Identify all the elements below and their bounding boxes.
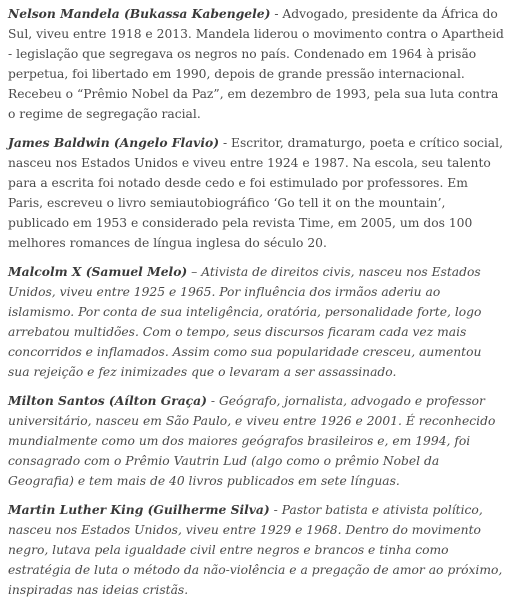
document-body <box>8 4 504 609</box>
entry-text: – Ativista de direitos civis, nasceu nos Estados Unidos, viveu entre 1925 e 1965. Por influência dos irmãos aderiu ao islamismo. Por conta de sua inteligência, oratória, personalidade forte, logo arrebatou multidões. Com o tempo, seus discursos ficaram cada vez mais concorridos e inflamados. Assim como sua popularidade cresceu, aumentou sua rejeição e fez inimizades que o levaram a ser assassinado. <box>8 265 482 379</box>
entry-james-baldwin <box>8 133 504 253</box>
entry-text: - Geógrafo, jornalista, advogado e professor universitário, nasceu em São Paulo, e viveu entre 1926 e 2001. É reconhecido mundialmente como um dos maiores geógrafos brasileiros e, em 1994, foi consagrado com o Prêmio Vautrin Lud (algo como o prêmio Nobel da Geografia) e tem mais de 40 livros publicados em sete línguas. <box>8 394 496 488</box>
entry-malcolm-x <box>8 262 504 382</box>
entry-name: Martin Luther King (Guilherme Silva) <box>8 502 270 517</box>
entry-text: - Advogado, presidente da África do Sul, viveu entre 1918 e 2013. Mandela liderou o movimento contra o Apartheid - legislação que segregava os negros no país. Condenado em 1964 à prisão perpetua, foi libertado em 1990, depois de grande pressão internacional. Recebeu o “Prêmio Nobel da Paz”, em dezembro de 1993, pela sua luta contra o regime de segregação racial. <box>8 7 504 121</box>
entry-nelson-mandela <box>8 4 504 124</box>
entry-text: - Pastor batista e ativista político, nasceu nos Estados Unidos, viveu entre 1929 e 1968. Dentro do movimento negro, lutava pela igualdade civil entre negros e brancos e tinha como estratégia de luta o método da não-violência e a pregação de amor ao próximo, inspiradas nas ideias cristãs. <box>8 503 503 597</box>
entry-name: James Baldwin (Angelo Flavio) <box>8 135 220 150</box>
entry-martin-luther-king <box>8 500 504 600</box>
entry-milton-santos <box>8 391 504 491</box>
entry-name: Malcolm X (Samuel Melo) <box>8 264 188 279</box>
entry-name: Nelson Mandela (Bukassa Kabengele) <box>8 6 271 21</box>
entry-text: - Escritor, dramaturgo, poeta e crítico social, nasceu nos Estados Unidos e viveu entre 1924 e 1987. Na escola, seu talento para a escrita foi notado desde cedo e foi estimulado por professores. Em Paris, escreveu o livro semiautobiográfico ‘Go tell it on the mountain’, publicado em 1953 e considerado pela revista Time, em 2005, um dos 100 melhores romances de língua inglesa do século 20. <box>8 136 503 250</box>
entry-name: Milton Santos (Aílton Graça) <box>8 393 207 408</box>
